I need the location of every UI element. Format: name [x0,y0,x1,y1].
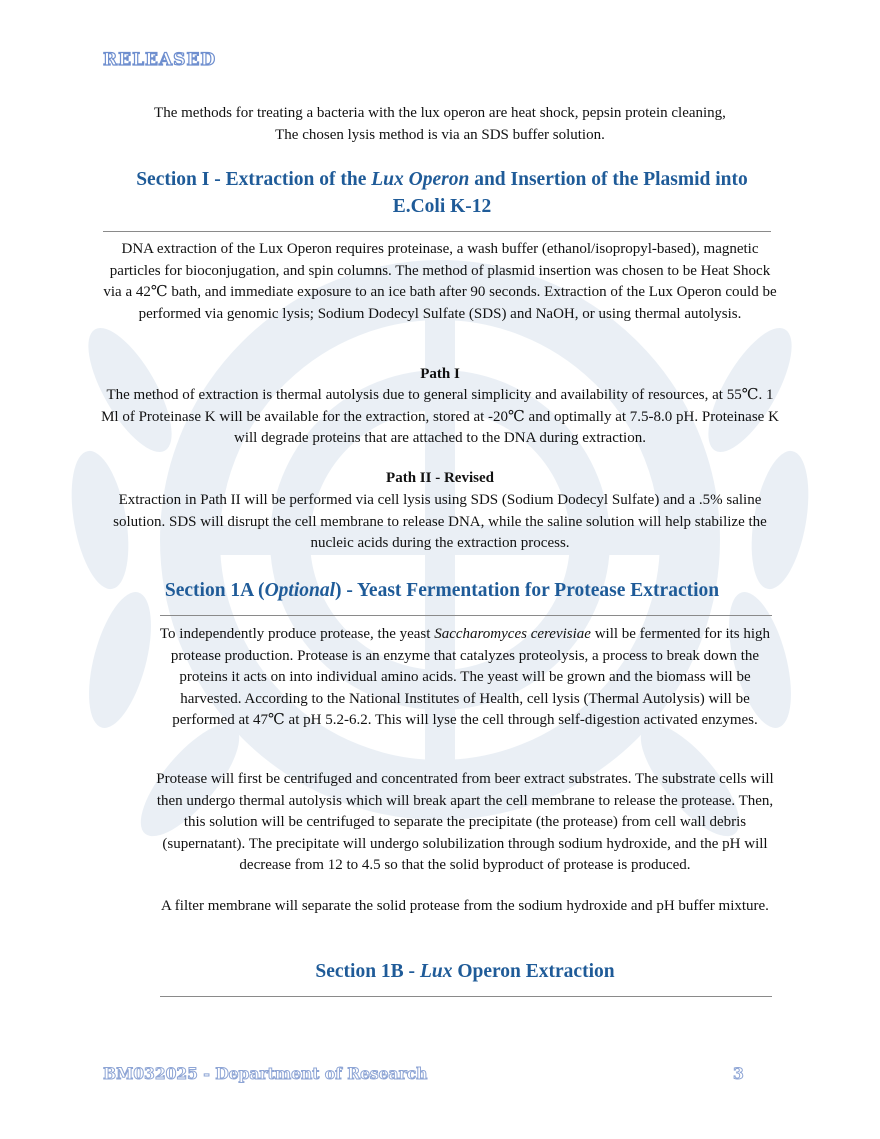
section-1a-paragraph-2: Protease will first be centrifuged and concentrated from beer extract substrates. The substrate cells will then undergo thermal autolysis which will break apart the cell membrane to release the protease. Then, this solution will be centrifuged to separate the precipitate (the protease) from cell wall debris (supernatant). The precipitate will undergo solubilization through sodium hydroxide, and the pH will decrease from 12 to 4.5 so that the solid byproduct of protease is produced. [156,771,774,873]
section-1a-p1-before: To independently produce protease, the yeast [159,626,435,642]
section-1a-title-italic: Optional [264,580,335,601]
section-1-title-italic: Lux Operon [371,169,470,190]
section-1b-heading [150,958,780,985]
section-1a-paragraph-3: A filter membrane will separate the solid protease from the sodium hydroxide and pH buffer mixture. [161,898,769,914]
section-1a-divider [160,615,772,616]
path-2-title: Path II - Revised [386,470,494,486]
section-1b-title-italic: Lux [419,961,453,982]
path-1-body: The method of extraction is thermal autolysis due to general simplicity and availability of resources, at 55℃. 1 Ml of Proteinase K will be available for the extraction, stored at -20℃ and optimally at 7.5-8.0 pH. Proteinase K will degrade proteins that are attached to the DNA during extraction. [101,387,779,446]
intro-line-2: The chosen lysis method is via an SDS buffer solution. [275,126,605,143]
section-1a-p1-after: will be fermented for its high protease production. Protease is an enzyme that catalyzes proteolysis, a process to break down the proteins it acts on into individual amino acids. The yeast will be grown and the biomass will be harvested. According to the National Institutes of Health, cell lysis (Thermal Autolysis) will be performed at 47℃ at pH 5.2-6.2. This will lyse the cell through self-digestion activated enzymes. [170,626,771,728]
section-1-title-part2: and Insertion of the Plasmid into [469,169,748,190]
path-1-title: Path I [420,366,460,382]
section-1a-paragraph-1 [150,624,780,732]
section-1a-heading [100,577,784,604]
released-stamp: RELEASED [103,50,217,70]
section-1a-title-part2: ) - Yeast Fermentation for Protease Extraction [335,580,720,601]
section-1b-title-part1: Section 1B - [315,961,420,982]
section-1-title-part1: Section I - Extraction of the [136,169,372,190]
page-number: 3 [733,1064,744,1083]
section-1b-title-part2: Operon Extraction [452,961,615,982]
section-1a-title-part1: Section 1A ( [164,580,265,601]
section-1-divider [103,231,771,232]
section-1b-divider [160,996,772,997]
section-1-body: DNA extraction of the Lux Operon requires proteinase, a wash buffer (ethanol/isopropyl-based), magnetic particles for bioconjugation, and spin columns. The method of plasmid insertion was chosen to be Heat Shock via a 42℃ bath, and immediate exposure to an ice bath after 90 seconds. Extraction of the Lux Operon could be performed via genomic lysis; Sodium Dodecyl Sulfate (SDS) and NaOH, or using thermal autolysis. [103,241,777,322]
footer-department: BM032025 - Department of Research [103,1064,428,1083]
section-1-heading [100,166,784,220]
section-1-title-line2: E.Coli K-12 [392,196,492,217]
intro-line-1: The methods for treating a bacteria with the lux operon are heat shock, pepsin protein cleaning, [154,105,726,121]
section-1a-p1-italic: Saccharomyces cerevisiae [434,626,591,642]
path-2-body: Extraction in Path II will be performed via cell lysis using SDS (Sodium Dodecyl Sulfate) and a .5% saline solution. SDS will disrupt the cell membrane to release DNA, while the saline solution will help stabilize the nucleic acids during the extraction process. [113,492,767,551]
intro-paragraph [100,103,780,146]
